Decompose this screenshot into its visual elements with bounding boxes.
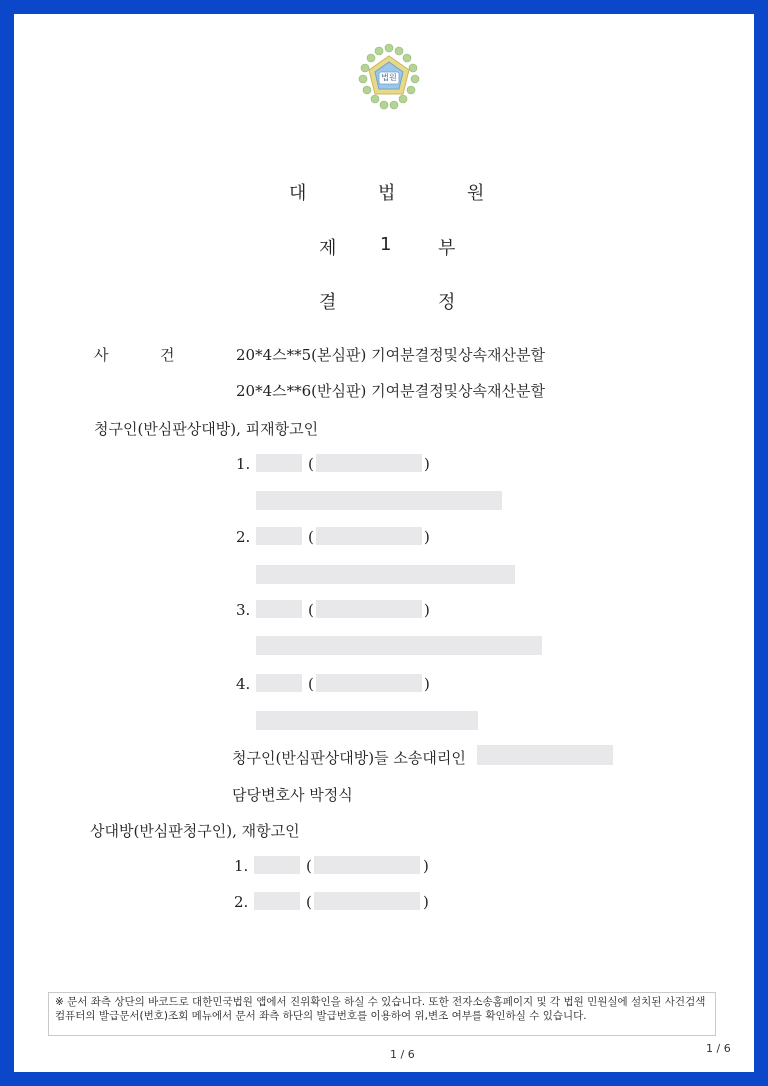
redacted-id [316,527,422,545]
paren-open: ( [308,528,314,546]
redacted-name [254,856,300,874]
paren-close: ) [424,675,430,693]
paren-open: ( [306,893,312,911]
redacted-address [256,711,478,730]
division-char-3: 부 [438,238,457,259]
division-char-2: 1 [380,234,393,255]
agent-label: 청구인(반심판상대방)들 소송대리인 [232,749,466,767]
redacted-address [256,565,515,584]
case-label-2: 건 [160,346,175,364]
paren-open: ( [308,455,314,473]
redacted-address [256,636,542,655]
court-char-1: 대 [289,183,308,204]
redacted-id [316,600,422,618]
paren-open: ( [306,857,312,875]
page-number-corner: 1 / 6 [706,1042,731,1055]
claimant-number: 4. [236,675,251,693]
redacted-id [314,892,420,910]
redacted-name [256,600,302,618]
respondent-number: 2. [234,893,249,911]
redacted-name [254,892,300,910]
case-label-1: 사 [94,346,109,364]
claimant-number: 2. [236,528,251,546]
claimant-number: 3. [236,601,251,619]
claimants-heading: 청구인(반심판상대방), 피재항고인 [94,420,319,438]
redacted-id [316,454,422,472]
redacted-name [256,454,302,472]
page-number: 1 / 6 [390,1048,415,1061]
case-number-1: 20*4스**5(본심판) 기여분결정및상속재산분할 [236,346,545,364]
redacted-id [316,674,422,692]
court-emblem-icon [353,42,425,114]
respondent-number: 1. [234,857,249,875]
paren-open: ( [308,675,314,693]
redacted-law-firm [477,745,613,765]
respondents-heading: 상대방(반심판청구인), 재항고인 [90,822,300,840]
paren-close: ) [424,528,430,546]
verification-notice: ※ 문서 좌측 상단의 바코드로 대한민국법원 앱에서 진위확인을 하실 수 있습니다. 또한 전자소송홈페이지 및 각 법원 민원실에 설치된 사건검색 컴퓨터의 발급문서(번호)조회 메뉴에서 문서 좌측 하단의 발급번호를 이용하여 위,변조 여부를 확인하실 수 있습니다. [48,992,716,1036]
redacted-address [256,491,502,510]
paren-close: ) [423,857,429,875]
case-number-2: 20*4스**6(반심판) 기여분결정및상속재산분할 [236,382,545,400]
paren-close: ) [424,601,430,619]
paren-close: ) [424,455,430,473]
redacted-name [256,527,302,545]
court-char-2: 법 [378,183,397,204]
paren-close: ) [423,893,429,911]
document-page [14,14,754,1072]
claimant-number: 1. [236,455,251,473]
doctype-char-1: 결 [319,292,338,313]
emblem-label: 법원 [381,73,397,82]
redacted-id [314,856,420,874]
paren-open: ( [308,601,314,619]
doctype-char-2: 정 [438,292,457,313]
court-char-3: 원 [467,183,486,204]
division-char-1: 제 [319,238,338,259]
lawyer-name: 담당변호사 박정식 [232,786,353,804]
redacted-name [256,674,302,692]
